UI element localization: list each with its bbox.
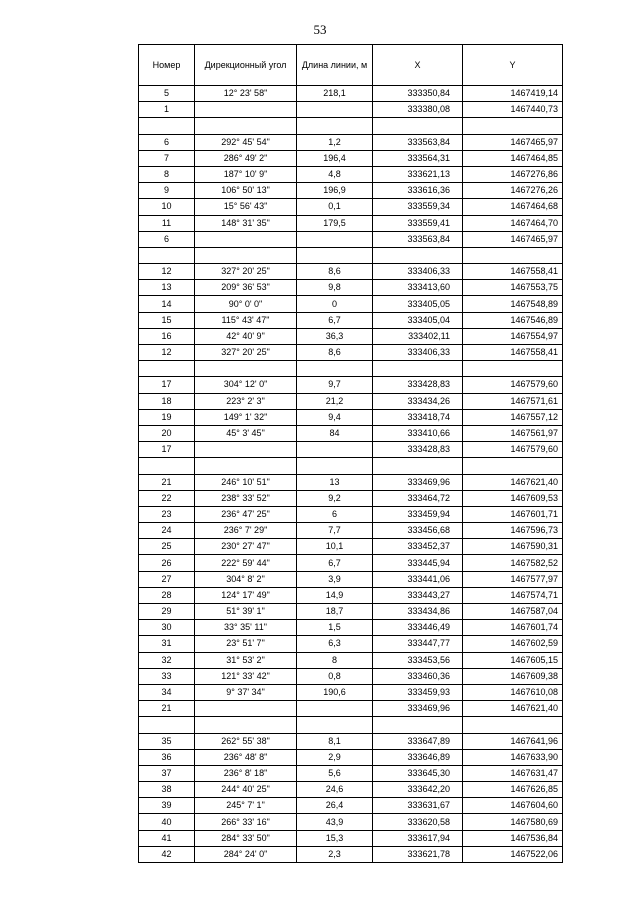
cell-length: 196,9: [297, 183, 373, 199]
cell-length: 8,1: [297, 733, 373, 749]
cell-x: 333645,30: [373, 765, 463, 781]
cell-y: 1467464,68: [463, 199, 563, 215]
cell-x: 333642,20: [373, 782, 463, 798]
cell-x: 333469,96: [373, 701, 463, 717]
cell-bearing: 45° 3' 45": [195, 425, 297, 441]
cell-bearing: 33° 35' 11": [195, 620, 297, 636]
table-row: [139, 846, 563, 862]
cell-length: 1,2: [297, 134, 373, 150]
cell-bearing: 230° 27' 47": [195, 539, 297, 555]
cell-bearing: 23° 51' 7": [195, 636, 297, 652]
cell-x: 333418,74: [373, 409, 463, 425]
cell-y: 1467464,85: [463, 150, 563, 166]
cell-length: 43,9: [297, 814, 373, 830]
cell-number: 19: [139, 409, 195, 425]
cell-number: 9: [139, 183, 195, 199]
cell-x: 333447,77: [373, 636, 463, 652]
cell-length: 5,6: [297, 765, 373, 781]
cell-x: 333617,94: [373, 830, 463, 846]
cell-number: 40: [139, 814, 195, 830]
cell-y: 1467601,71: [463, 506, 563, 522]
cell-length: 7,7: [297, 523, 373, 539]
cell-number: 36: [139, 749, 195, 765]
cell-y: [463, 118, 563, 134]
cell-number: 1: [139, 102, 195, 118]
header-y: Y: [463, 45, 563, 86]
cell-number: 31: [139, 636, 195, 652]
cell-bearing: 304° 8' 2": [195, 571, 297, 587]
table-row: [139, 830, 563, 846]
cell-number: [139, 118, 195, 134]
table-row: [139, 604, 563, 620]
cell-x: [373, 717, 463, 733]
cell-x: 333647,89: [373, 733, 463, 749]
table-row: [139, 166, 563, 182]
table-row: [139, 409, 563, 425]
cell-number: [139, 717, 195, 733]
cell-length: 179,5: [297, 215, 373, 231]
cell-x: 333402,11: [373, 328, 463, 344]
cell-y: 1467596,73: [463, 523, 563, 539]
cell-bearing: 284° 33' 50": [195, 830, 297, 846]
table-row: [139, 215, 563, 231]
cell-bearing: 209° 36' 53": [195, 280, 297, 296]
header-bearing: Дирекционный угол: [195, 45, 297, 86]
cell-length: 2,3: [297, 846, 373, 862]
cell-bearing: 124° 17' 49": [195, 587, 297, 603]
cell-bearing: 187° 10' 9": [195, 166, 297, 182]
cell-y: 1467465,97: [463, 134, 563, 150]
cell-length: [297, 102, 373, 118]
cell-number: 37: [139, 765, 195, 781]
cell-length: [297, 247, 373, 263]
table-row: [139, 280, 563, 296]
cell-bearing: 327° 20' 25": [195, 264, 297, 280]
cell-x: 333646,89: [373, 749, 463, 765]
cell-number: 13: [139, 280, 195, 296]
cell-bearing: 31° 53' 2": [195, 652, 297, 668]
cell-length: 0,8: [297, 668, 373, 684]
cell-number: 32: [139, 652, 195, 668]
cell-bearing: 223° 2' 3": [195, 393, 297, 409]
cell-bearing: 286° 49' 2": [195, 150, 297, 166]
cell-length: 196,4: [297, 150, 373, 166]
cell-x: 333559,41: [373, 215, 463, 231]
cell-bearing: [195, 442, 297, 458]
cell-length: 2,9: [297, 749, 373, 765]
cell-y: 1467548,89: [463, 296, 563, 312]
cell-x: 333428,83: [373, 377, 463, 393]
cell-x: 333620,58: [373, 814, 463, 830]
cell-y: [463, 247, 563, 263]
table-row: [139, 733, 563, 749]
cell-number: 21: [139, 474, 195, 490]
cell-x: 333459,93: [373, 684, 463, 700]
cell-y: 1467604,60: [463, 798, 563, 814]
cell-y: 1467546,89: [463, 312, 563, 328]
table-row: [139, 571, 563, 587]
cell-bearing: 292° 45' 54": [195, 134, 297, 150]
cell-y: [463, 717, 563, 733]
cell-y: 1467557,12: [463, 409, 563, 425]
table-row: [139, 506, 563, 522]
cell-y: 1467631,47: [463, 765, 563, 781]
cell-length: [297, 717, 373, 733]
cell-bearing: 15° 56' 43": [195, 199, 297, 215]
cell-number: 17: [139, 442, 195, 458]
table-row: [139, 425, 563, 441]
cell-bearing: [195, 102, 297, 118]
cell-x: 333406,33: [373, 264, 463, 280]
cell-bearing: 266° 33' 16": [195, 814, 297, 830]
cell-length: 14,9: [297, 587, 373, 603]
cell-x: 333350,84: [373, 86, 463, 102]
cell-y: 1467465,97: [463, 231, 563, 247]
cell-number: 16: [139, 328, 195, 344]
cell-y: 1467464,70: [463, 215, 563, 231]
cell-y: 1467276,26: [463, 183, 563, 199]
table-row: [139, 86, 563, 102]
cell-y: 1467579,60: [463, 377, 563, 393]
cell-y: 1467577,97: [463, 571, 563, 587]
cell-number: [139, 361, 195, 377]
cell-y: 1467536,84: [463, 830, 563, 846]
cell-length: 4,8: [297, 166, 373, 182]
header-x: X: [373, 45, 463, 86]
table-row: [139, 183, 563, 199]
table-row: [139, 636, 563, 652]
cell-length: [297, 231, 373, 247]
cell-length: 0,1: [297, 199, 373, 215]
table-row: [139, 668, 563, 684]
cell-x: 333469,96: [373, 474, 463, 490]
cell-length: 6,3: [297, 636, 373, 652]
cell-number: 20: [139, 425, 195, 441]
cell-x: 333441,06: [373, 571, 463, 587]
cell-x: 333434,86: [373, 604, 463, 620]
cell-y: 1467419,14: [463, 86, 563, 102]
cell-bearing: 222° 59' 44": [195, 555, 297, 571]
cell-length: 8,6: [297, 264, 373, 280]
cell-length: 21,2: [297, 393, 373, 409]
table-row: [139, 620, 563, 636]
cell-y: 1467621,40: [463, 474, 563, 490]
cell-number: 6: [139, 231, 195, 247]
cell-y: 1467609,53: [463, 490, 563, 506]
cell-x: 333452,37: [373, 539, 463, 555]
table-row: [139, 701, 563, 717]
cell-y: 1467558,41: [463, 345, 563, 361]
cell-number: 22: [139, 490, 195, 506]
cell-y: 1467561,97: [463, 425, 563, 441]
table-row: [139, 118, 563, 134]
table-row: [139, 717, 563, 733]
cell-y: 1467580,69: [463, 814, 563, 830]
page-number: 53: [313, 22, 327, 37]
cell-length: 9,4: [297, 409, 373, 425]
cell-length: 9,7: [297, 377, 373, 393]
cell-x: 333464,72: [373, 490, 463, 506]
cell-length: 1,5: [297, 620, 373, 636]
cell-x: 333460,36: [373, 668, 463, 684]
cell-bearing: 238° 33' 52": [195, 490, 297, 506]
table-row: [139, 765, 563, 781]
cell-length: 218,1: [297, 86, 373, 102]
table-row: [139, 798, 563, 814]
cell-bearing: [195, 118, 297, 134]
cell-number: 11: [139, 215, 195, 231]
cell-y: 1467553,75: [463, 280, 563, 296]
table-row: [139, 782, 563, 798]
cell-length: 8,6: [297, 345, 373, 361]
cell-bearing: [195, 247, 297, 263]
cell-bearing: 9° 37' 34": [195, 684, 297, 700]
cell-bearing: 245° 7' 1": [195, 798, 297, 814]
cell-y: [463, 361, 563, 377]
cell-y: 1467587,04: [463, 604, 563, 620]
cell-length: 6,7: [297, 312, 373, 328]
table-row: [139, 296, 563, 312]
cell-x: 333413,60: [373, 280, 463, 296]
cell-y: [463, 458, 563, 474]
cell-y: 1467571,61: [463, 393, 563, 409]
cell-number: 12: [139, 264, 195, 280]
table-row: [139, 458, 563, 474]
header-length: Длина линии, м: [297, 45, 373, 86]
cell-bearing: [195, 717, 297, 733]
cell-length: [297, 701, 373, 717]
cell-bearing: 304° 12' 0": [195, 377, 297, 393]
cell-number: 12: [139, 345, 195, 361]
cell-bearing: 262° 55' 38": [195, 733, 297, 749]
table-row: [139, 312, 563, 328]
cell-number: 18: [139, 393, 195, 409]
cell-number: 29: [139, 604, 195, 620]
table-row: [139, 199, 563, 215]
table-row: [139, 247, 563, 263]
cell-x: [373, 118, 463, 134]
cell-bearing: 236° 48' 8": [195, 749, 297, 765]
table-row: [139, 231, 563, 247]
cell-y: 1467554,97: [463, 328, 563, 344]
cell-number: 38: [139, 782, 195, 798]
cell-bearing: 12° 23' 58": [195, 86, 297, 102]
table-row: [139, 328, 563, 344]
cell-length: 18,7: [297, 604, 373, 620]
cell-number: 8: [139, 166, 195, 182]
cell-number: 28: [139, 587, 195, 603]
cell-bearing: 42° 40' 9": [195, 328, 297, 344]
cell-bearing: [195, 701, 297, 717]
cell-x: 333563,84: [373, 134, 463, 150]
cell-length: 9,2: [297, 490, 373, 506]
cell-length: 10,1: [297, 539, 373, 555]
cell-length: [297, 118, 373, 134]
cell-y: 1467602,59: [463, 636, 563, 652]
table-row: [139, 749, 563, 765]
table-row: [139, 474, 563, 490]
coordinates-table: [138, 44, 563, 863]
cell-length: [297, 458, 373, 474]
cell-length: 15,3: [297, 830, 373, 846]
cell-number: [139, 247, 195, 263]
cell-bearing: [195, 361, 297, 377]
table-row: [139, 587, 563, 603]
table-row: [139, 264, 563, 280]
cell-length: 6,7: [297, 555, 373, 571]
cell-bearing: 244° 40' 25": [195, 782, 297, 798]
cell-number: 5: [139, 86, 195, 102]
cell-x: 333453,56: [373, 652, 463, 668]
cell-y: 1467558,41: [463, 264, 563, 280]
cell-y: 1467522,06: [463, 846, 563, 862]
cell-number: 15: [139, 312, 195, 328]
cell-x: 333563,84: [373, 231, 463, 247]
cell-bearing: 149° 1' 32": [195, 409, 297, 425]
table-row: [139, 555, 563, 571]
cell-y: 1467276,86: [463, 166, 563, 182]
cell-length: 6: [297, 506, 373, 522]
cell-bearing: 148° 31' 35": [195, 215, 297, 231]
cell-number: 21: [139, 701, 195, 717]
table-row: [139, 539, 563, 555]
cell-length: 24,6: [297, 782, 373, 798]
table-row: [139, 102, 563, 118]
cell-y: 1467574,71: [463, 587, 563, 603]
table-row: [139, 442, 563, 458]
table-row: [139, 134, 563, 150]
cell-x: [373, 247, 463, 263]
cell-number: [139, 458, 195, 474]
cell-number: 14: [139, 296, 195, 312]
cell-length: 190,6: [297, 684, 373, 700]
cell-x: 333443,27: [373, 587, 463, 603]
cell-bearing: 90° 0' 0": [195, 296, 297, 312]
cell-x: 333410,66: [373, 425, 463, 441]
cell-x: 333445,94: [373, 555, 463, 571]
cell-bearing: 115° 43' 47": [195, 312, 297, 328]
cell-bearing: 327° 20' 25": [195, 345, 297, 361]
cell-number: 24: [139, 523, 195, 539]
cell-number: 42: [139, 846, 195, 862]
cell-number: 10: [139, 199, 195, 215]
cell-bearing: 236° 8' 18": [195, 765, 297, 781]
table-row: [139, 684, 563, 700]
cell-x: 333559,34: [373, 199, 463, 215]
table-row: [139, 652, 563, 668]
cell-length: 0: [297, 296, 373, 312]
cell-y: 1467633,90: [463, 749, 563, 765]
cell-bearing: [195, 458, 297, 474]
cell-y: 1467609,38: [463, 668, 563, 684]
cell-number: 27: [139, 571, 195, 587]
cell-length: 26,4: [297, 798, 373, 814]
table-row: [139, 345, 563, 361]
table-row: [139, 150, 563, 166]
cell-y: 1467579,60: [463, 442, 563, 458]
cell-number: 41: [139, 830, 195, 846]
cell-x: 333564,31: [373, 150, 463, 166]
cell-bearing: 284° 24' 0": [195, 846, 297, 862]
cell-number: 23: [139, 506, 195, 522]
cell-x: [373, 458, 463, 474]
table-row: [139, 490, 563, 506]
cell-bearing: [195, 231, 297, 247]
cell-number: 35: [139, 733, 195, 749]
cell-bearing: 51° 39' 1": [195, 604, 297, 620]
cell-x: 333621,78: [373, 846, 463, 862]
cell-y: 1467582,52: [463, 555, 563, 571]
cell-number: 30: [139, 620, 195, 636]
table-header-row: [139, 45, 563, 86]
cell-y: 1467641,96: [463, 733, 563, 749]
cell-x: 333621,13: [373, 166, 463, 182]
cell-y: 1467605,15: [463, 652, 563, 668]
cell-x: 333405,05: [373, 296, 463, 312]
table-row: [139, 361, 563, 377]
cell-bearing: 246° 10' 51": [195, 474, 297, 490]
cell-length: 3,9: [297, 571, 373, 587]
cell-number: 7: [139, 150, 195, 166]
cell-length: 13: [297, 474, 373, 490]
cell-bearing: 236° 7' 29": [195, 523, 297, 539]
cell-y: 1467621,40: [463, 701, 563, 717]
cell-x: 333380,08: [373, 102, 463, 118]
cell-number: 34: [139, 684, 195, 700]
cell-length: [297, 442, 373, 458]
cell-y: 1467440,73: [463, 102, 563, 118]
cell-x: 333428,83: [373, 442, 463, 458]
cell-bearing: 121° 33' 42": [195, 668, 297, 684]
table-row: [139, 523, 563, 539]
cell-length: 9,8: [297, 280, 373, 296]
cell-number: 39: [139, 798, 195, 814]
cell-length: 8: [297, 652, 373, 668]
cell-bearing: 236° 47' 25": [195, 506, 297, 522]
cell-length: 84: [297, 425, 373, 441]
cell-x: 333446,49: [373, 620, 463, 636]
cell-number: 25: [139, 539, 195, 555]
cell-number: 6: [139, 134, 195, 150]
cell-x: 333434,26: [373, 393, 463, 409]
cell-y: 1467610,08: [463, 684, 563, 700]
cell-y: 1467590,31: [463, 539, 563, 555]
cell-x: 333405,04: [373, 312, 463, 328]
cell-x: 333616,36: [373, 183, 463, 199]
cell-number: 26: [139, 555, 195, 571]
cell-x: 333456,68: [373, 523, 463, 539]
cell-number: 17: [139, 377, 195, 393]
cell-length: 36,3: [297, 328, 373, 344]
cell-number: 33: [139, 668, 195, 684]
cell-x: 333459,94: [373, 506, 463, 522]
table-row: [139, 377, 563, 393]
cell-x: 333406,33: [373, 345, 463, 361]
table-row: [139, 393, 563, 409]
table-row: [139, 814, 563, 830]
header-number: Номер: [139, 45, 195, 86]
cell-length: [297, 361, 373, 377]
cell-y: 1467601,74: [463, 620, 563, 636]
cell-y: 1467626,85: [463, 782, 563, 798]
cell-bearing: 106° 50' 13": [195, 183, 297, 199]
cell-x: 333631,67: [373, 798, 463, 814]
cell-x: [373, 361, 463, 377]
table-body: [139, 86, 563, 863]
